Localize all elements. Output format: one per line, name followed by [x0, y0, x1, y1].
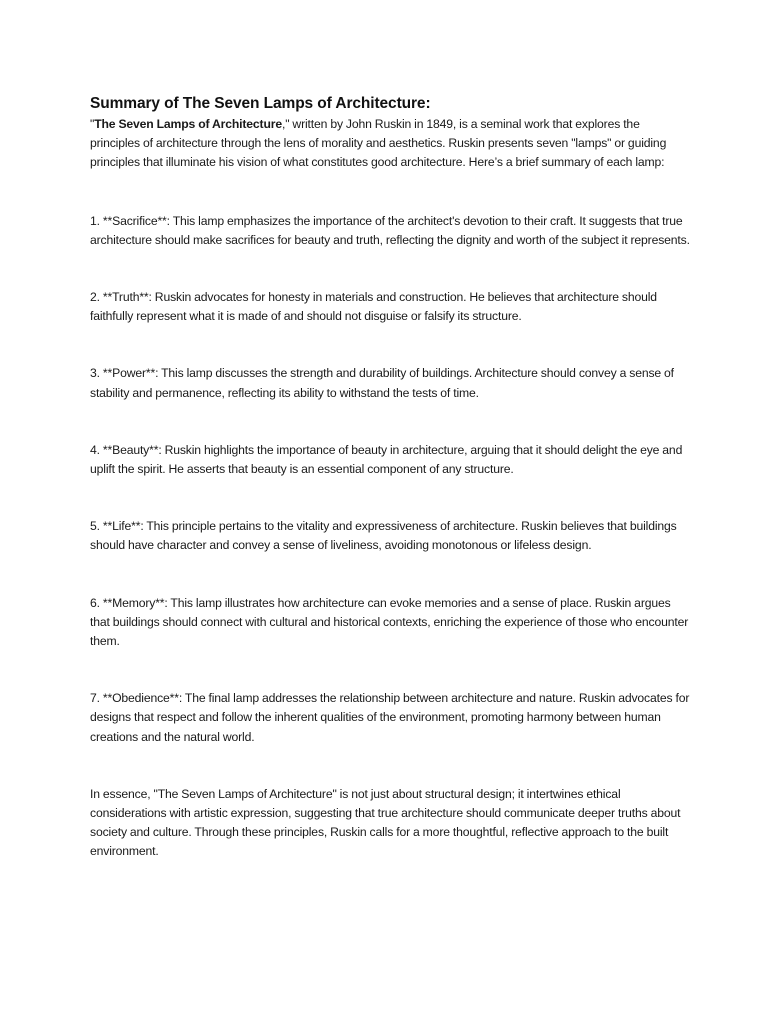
lamp-life-paragraph: 5. **Life**: This principle pertains to the vitality and expressiveness of architecture. Ruskin believes that buildings should have character and convey a sense of liveliness, avoiding monotonous or lifeless design. — [90, 519, 677, 553]
intro-paragraph — [90, 115, 690, 173]
lamp-obedience-paragraph: 7. **Obedience**: The final lamp addresses the relationship between architecture and nature. Ruskin advocates for designs that respect and follow the inherent qualities of the environment, promoting harmony between human creations and the natural world. — [90, 691, 690, 744]
intro-open-quote: " — [90, 117, 95, 131]
book-title: The Seven Lamps of Architecture — [94, 117, 282, 131]
lamp-sacrifice-paragraph: 1. **Sacrifice**: This lamp emphasizes the importance of the architect's devotion to their craft. It suggests that true architecture should make sacrifices for beauty and truth, reflecting the dignity and worth of the subject it represents. — [90, 213, 690, 247]
lamp-truth-paragraph: 2. **Truth**: Ruskin advocates for honesty in materials and construction. He believes that architecture should faithfully represent what it is made of and should not disguise or falsify its structure. — [90, 290, 657, 324]
lamp-power-paragraph: 3. **Power**: This lamp discusses the strength and durability of buildings. Architecture should convey a sense of stability and permanence, reflecting its ability to withstand the tests of time. — [90, 366, 674, 400]
document-page — [90, 93, 690, 862]
lamp-beauty-paragraph: 4. **Beauty**: Ruskin highlights the importance of beauty in architecture, arguing that it should delight the eye and uplift the spirit. He asserts that beauty is an essential component of any structure. — [90, 442, 683, 477]
lamp-memory-paragraph: 6. **Memory**: This lamp illustrates how architecture can evoke memories and a sense of place. Ruskin argues that buildings should connect with cultural and historical contexts, enriching the experience of those who encounter them. — [90, 595, 689, 649]
document-title: Summary of The Seven Lamps of Architecture: — [90, 95, 431, 112]
intro-text: ," written by John Ruskin in 1849, is a seminal work that explores the principles of architecture through the lens of morality and aesthetics. Ruskin presents seven "lamps" or guiding principles that illuminate his vision of what constitutes good architecture. Here’s a brief summary of each lamp: — [90, 117, 667, 170]
closing-paragraph: In essence, "The Seven Lamps of Architecture" is not just about structural design; it intertwines ethical considerations with artistic expression, suggesting that true architecture should communicate deeper truths about society and culture. Through these principles, Ruskin calls for a more thoughtful, reflective approach to the built environment. — [90, 786, 681, 859]
